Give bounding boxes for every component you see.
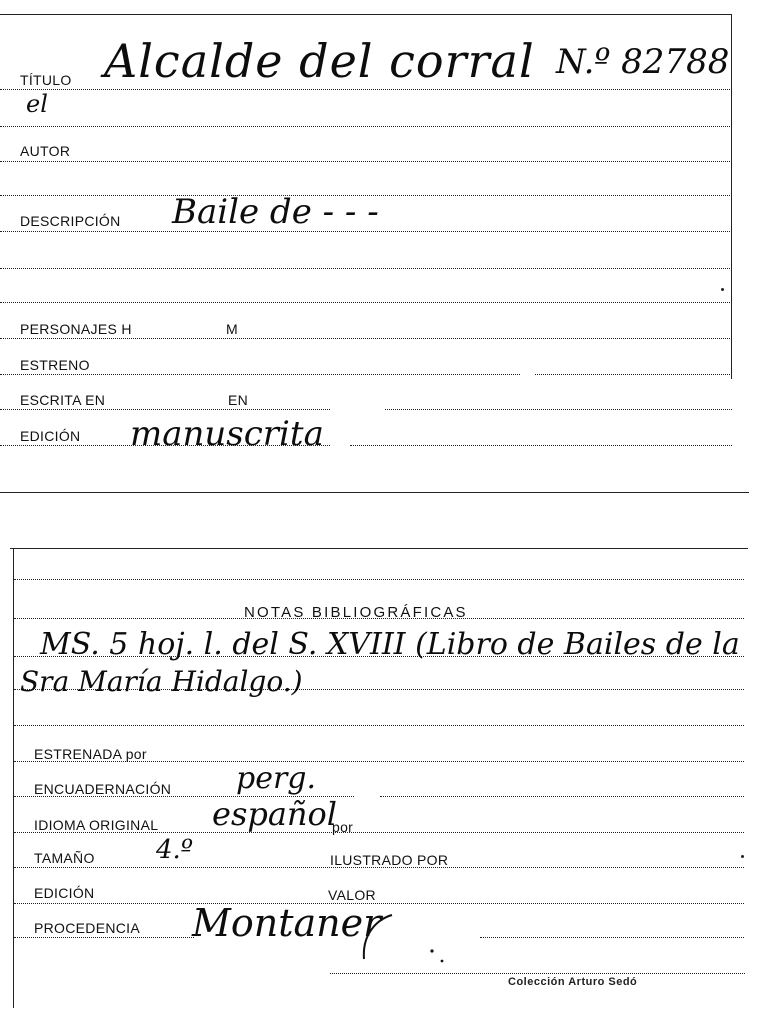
collection-footer: Colección Arturo Sedó: [508, 976, 638, 988]
rule-line: [14, 725, 744, 726]
idioma-por-label: por: [332, 819, 354, 835]
encuadernacion-value: perg.: [236, 761, 317, 796]
rule-line: [330, 973, 745, 974]
rule-line: [0, 409, 330, 410]
rule-line: [0, 161, 732, 162]
edicion-value: manuscrita: [130, 414, 324, 454]
card-left-edge: [13, 548, 14, 1008]
number-value: N.º 82788: [556, 42, 730, 82]
notes-line-1: MS. 5 hoj. l. del S. XVIII (Libro de Bailes de la: [40, 627, 740, 662]
titulo-label: TÍTULO: [20, 72, 72, 88]
descripcion-label: DESCRIPCIÓN: [20, 213, 121, 229]
idioma-label: IDIOMA ORIGINAL: [34, 817, 159, 833]
titulo-note: el: [26, 90, 48, 118]
rule-line: [380, 796, 744, 797]
rule-line: [0, 374, 520, 375]
rule-line: [385, 409, 732, 410]
rule-line: [480, 937, 744, 938]
rule-line: [0, 268, 732, 269]
descripcion-value: Baile de - - -: [172, 192, 379, 232]
titulo-value: Alcalde del corral: [104, 34, 535, 88]
notes-line-2: Sra María Hidalgo.): [20, 665, 303, 698]
ilustrado-label: ILUSTRADO POR: [330, 852, 449, 868]
card-top-edge: [10, 548, 748, 549]
catalog-card-bottom: [0, 495, 759, 1028]
notes-title: NOTAS BIBLIOGRÁFICAS: [244, 604, 468, 621]
escrita-en-label: EN: [228, 392, 249, 408]
rule-line: [14, 937, 194, 938]
rule-line: [0, 338, 732, 339]
rule-line: [350, 445, 732, 446]
personajes-m-label: M: [226, 321, 238, 337]
card-top-edge: [0, 14, 732, 15]
tamano-value: 4.º: [156, 835, 194, 865]
rule-line: [0, 89, 732, 90]
autor-label: AUTOR: [20, 143, 71, 159]
card-right-edge: [731, 14, 732, 379]
ink-speck: [741, 855, 744, 858]
idioma-value: español: [212, 795, 338, 833]
procedencia-value: Montaner: [192, 901, 382, 945]
rule-line: [535, 374, 732, 375]
card-cut-line: [0, 492, 749, 493]
edicion-label: EDICIÓN: [34, 885, 95, 901]
rule-line: [0, 302, 732, 303]
edicion-label: EDICIÓN: [20, 428, 81, 444]
escrita-label: ESCRITA EN: [20, 392, 106, 408]
tamano-label: TAMAÑO: [34, 850, 95, 866]
procedencia-label: PROCEDENCIA: [34, 920, 140, 936]
estrenada-label: ESTRENADA por: [34, 746, 147, 762]
rule-line: [14, 579, 744, 580]
personajes-label: PERSONAJES H: [20, 321, 132, 337]
pen-mark: [350, 909, 450, 969]
rule-line: [0, 126, 732, 127]
encuadernacion-label: ENCUADERNACIÓN: [34, 781, 172, 797]
ink-speck: [721, 288, 724, 291]
estreno-label: ESTRENO: [20, 357, 90, 373]
catalog-card-top: [0, 0, 759, 494]
valor-label: VALOR: [328, 887, 376, 903]
